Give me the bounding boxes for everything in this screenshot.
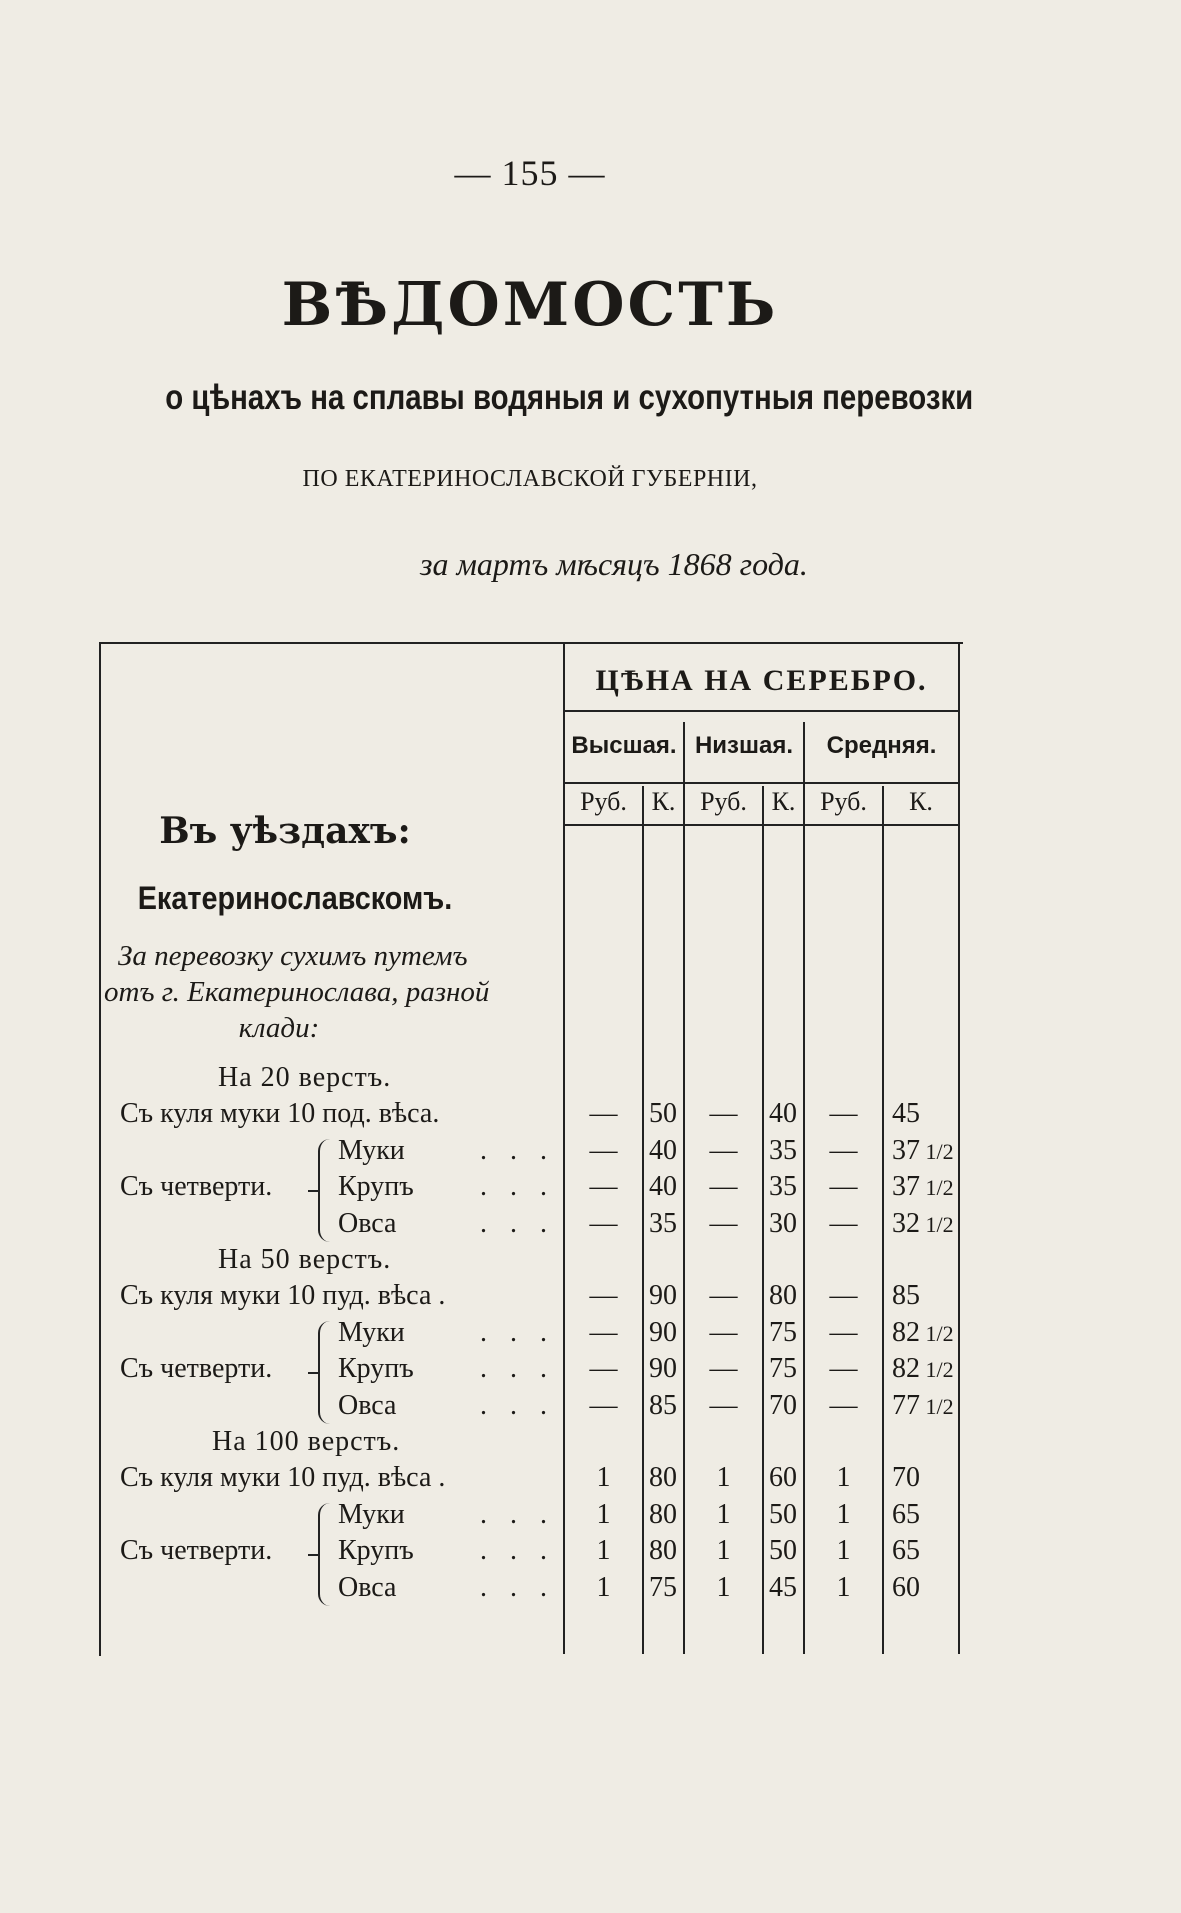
note-line-1: За перевозку сухимъ путемъ (118, 940, 468, 972)
table-cell: 65 (892, 1535, 920, 1567)
table-header-unit: К. (909, 787, 933, 816)
note-line-2: отъ г. Екатеринослава, разной (104, 976, 490, 1008)
row-brace (318, 1139, 334, 1242)
table-cell: 80 (649, 1462, 677, 1494)
table-cell: — (709, 1207, 738, 1239)
page-number: — 155 — (454, 153, 606, 193)
table-cell: — (709, 1134, 738, 1166)
row-label: Съ куля муки 10 пуд. вѣса . (120, 1462, 446, 1494)
table-cell: — (589, 1134, 618, 1166)
table-cell: 80 (649, 1498, 677, 1530)
period-line: за мартъ мѣсяцъ 1868 года. (420, 546, 808, 582)
table-cell: 82 1/2 (892, 1353, 954, 1385)
table-cell: 1 (716, 1535, 731, 1567)
row-sub-label: Овса (338, 1571, 397, 1603)
table-cell: 40 (769, 1098, 797, 1130)
table-cell: 75 (649, 1571, 677, 1603)
row-dots: . . . (480, 1571, 555, 1603)
district-name: Екатеринославскомъ. (137, 880, 453, 916)
table-cell: 82 1/2 (892, 1316, 954, 1348)
table-cell: — (589, 1207, 618, 1239)
table-cell: 70 (769, 1389, 797, 1421)
row-dots: . . . (480, 1535, 555, 1567)
table-header-unit: Руб. (580, 787, 627, 816)
row-label: Съ куля муки 10 под. вѣса. (120, 1098, 440, 1130)
table-cell: — (709, 1171, 738, 1203)
table-cell: 65 (892, 1498, 920, 1530)
note-line-3: клади: (238, 1012, 320, 1044)
table-cell: — (589, 1353, 618, 1385)
row-brace (318, 1321, 334, 1424)
section-title: На 20 верстъ. (218, 1062, 392, 1093)
row-label: Съ четверти. (120, 1535, 273, 1567)
section-title: На 100 верстъ. (212, 1426, 401, 1457)
region-line: ПО ЕКАТЕРИНОСЛАВСКОЙ ГУБЕРНІИ, (302, 466, 758, 492)
table-cell: 1 (716, 1571, 731, 1603)
row-dots: . . . (480, 1498, 555, 1530)
table-cell: 1 (836, 1462, 851, 1494)
table-cell: — (589, 1389, 618, 1421)
row-sub-label: Овса (338, 1389, 397, 1421)
table-cell: 1 (596, 1498, 611, 1530)
table-cell: — (709, 1316, 738, 1348)
row-sub-label: Крупъ (338, 1171, 414, 1203)
table-cell: 30 (769, 1207, 797, 1239)
row-label: Съ куля муки 10 пуд. вѣса . (120, 1280, 446, 1312)
row-dots: . . . (480, 1353, 555, 1385)
row-sub-label: Крупъ (338, 1353, 414, 1385)
header-rule-3 (565, 824, 958, 826)
table-cell: 85 (892, 1280, 920, 1312)
document-subtitle: о цѣнахъ на сплавы водяныя и сухопутныя перевозки (165, 378, 974, 417)
table-cell: 37 1/2 (892, 1171, 954, 1203)
row-sub-label: Муки (338, 1498, 405, 1530)
table-header-group: Низшая. (694, 732, 794, 759)
table-header-main: ЦѢНА НА СЕРЕБРО. (595, 664, 928, 697)
document-title: ВѢДОМОСТЬ (281, 270, 779, 340)
fraction-half: 1/2 (920, 1393, 954, 1419)
table-cell: — (829, 1353, 858, 1385)
table-cell: 80 (649, 1535, 677, 1567)
table-divider-unit-3 (882, 786, 884, 1654)
table-cell: 75 (769, 1353, 797, 1385)
row-dots: . . . (480, 1171, 555, 1203)
table-header-group: Высшая. (571, 732, 677, 759)
table-cell: 1 (716, 1462, 731, 1494)
table-divider-right (958, 644, 960, 1654)
row-label: Съ четверти. (120, 1171, 273, 1203)
table-cell: 1 (596, 1571, 611, 1603)
table-cell: 40 (649, 1171, 677, 1203)
table-cell: 1 (716, 1498, 731, 1530)
table-cell: 1 (596, 1462, 611, 1494)
table-cell: 1 (596, 1535, 611, 1567)
fraction-half: 1/2 (920, 1138, 954, 1164)
table-cell: 77 1/2 (892, 1389, 954, 1421)
table-cell: 85 (649, 1389, 677, 1421)
table-cell: 40 (649, 1134, 677, 1166)
row-dots: . . . (480, 1207, 555, 1239)
row-label: Съ четверти. (120, 1353, 273, 1385)
table-cell: — (589, 1171, 618, 1203)
fraction-half: 1/2 (920, 1175, 954, 1201)
table-cell: — (709, 1098, 738, 1130)
table-cell: 37 1/2 (892, 1134, 954, 1166)
transport-note (104, 938, 544, 1046)
row-dots: . . . (480, 1389, 555, 1421)
table-cell: — (589, 1316, 618, 1348)
table-cell: 90 (649, 1280, 677, 1312)
table-cell: — (829, 1280, 858, 1312)
table-cell: — (829, 1316, 858, 1348)
row-sub-label: Муки (338, 1134, 405, 1166)
table-cell: — (829, 1171, 858, 1203)
table-cell: — (829, 1134, 858, 1166)
table-cell: 90 (649, 1353, 677, 1385)
table-cell: 1 (836, 1571, 851, 1603)
table-cell: — (829, 1389, 858, 1421)
row-sub-label: Крупъ (338, 1535, 414, 1567)
fraction-half: 1/2 (920, 1211, 954, 1237)
section-title: На 50 верстъ. (218, 1244, 392, 1275)
fraction-half: 1/2 (920, 1357, 954, 1383)
table-cell: 50 (769, 1535, 797, 1567)
row-sub-label: Овса (338, 1207, 397, 1239)
table-cell: 32 1/2 (892, 1207, 954, 1239)
row-sub-label: Муки (338, 1316, 405, 1348)
fraction-half: 1/2 (920, 1320, 954, 1346)
table-cell: 35 (769, 1171, 797, 1203)
table-cell: 80 (769, 1280, 797, 1312)
table-cell: 45 (892, 1098, 920, 1130)
table-cell: — (589, 1098, 618, 1130)
table-cell: 50 (649, 1098, 677, 1130)
table-header-group: Средняя. (826, 732, 937, 759)
table-cell: 60 (769, 1462, 797, 1494)
table-cell: 90 (649, 1316, 677, 1348)
table-cell: — (709, 1353, 738, 1385)
district-heading: Въ уѣздахъ: (159, 810, 411, 852)
table-cell: 70 (892, 1462, 920, 1494)
header-rule-2 (565, 782, 958, 784)
table-cell: 35 (769, 1134, 797, 1166)
table-header-unit: Руб. (700, 787, 747, 816)
row-brace (318, 1503, 334, 1606)
table-cell: 75 (769, 1316, 797, 1348)
table-header-unit: К. (651, 787, 676, 816)
table-cell: — (709, 1280, 738, 1312)
table-cell: — (709, 1389, 738, 1421)
table-cell: 35 (649, 1207, 677, 1239)
table-cell: 45 (769, 1571, 797, 1603)
table-cell: 60 (892, 1571, 920, 1603)
table-header-unit: К. (771, 787, 796, 816)
table-header-unit: Руб. (820, 787, 867, 816)
table-cell: — (589, 1280, 618, 1312)
table-cell: — (829, 1207, 858, 1239)
table-cell: 1 (836, 1535, 851, 1567)
row-dots: . . . (480, 1134, 555, 1166)
table-cell: — (829, 1098, 858, 1130)
row-dots: . . . (480, 1316, 555, 1348)
table-cell: 1 (836, 1498, 851, 1530)
table-cell: 50 (769, 1498, 797, 1530)
header-rule-1 (565, 710, 958, 712)
